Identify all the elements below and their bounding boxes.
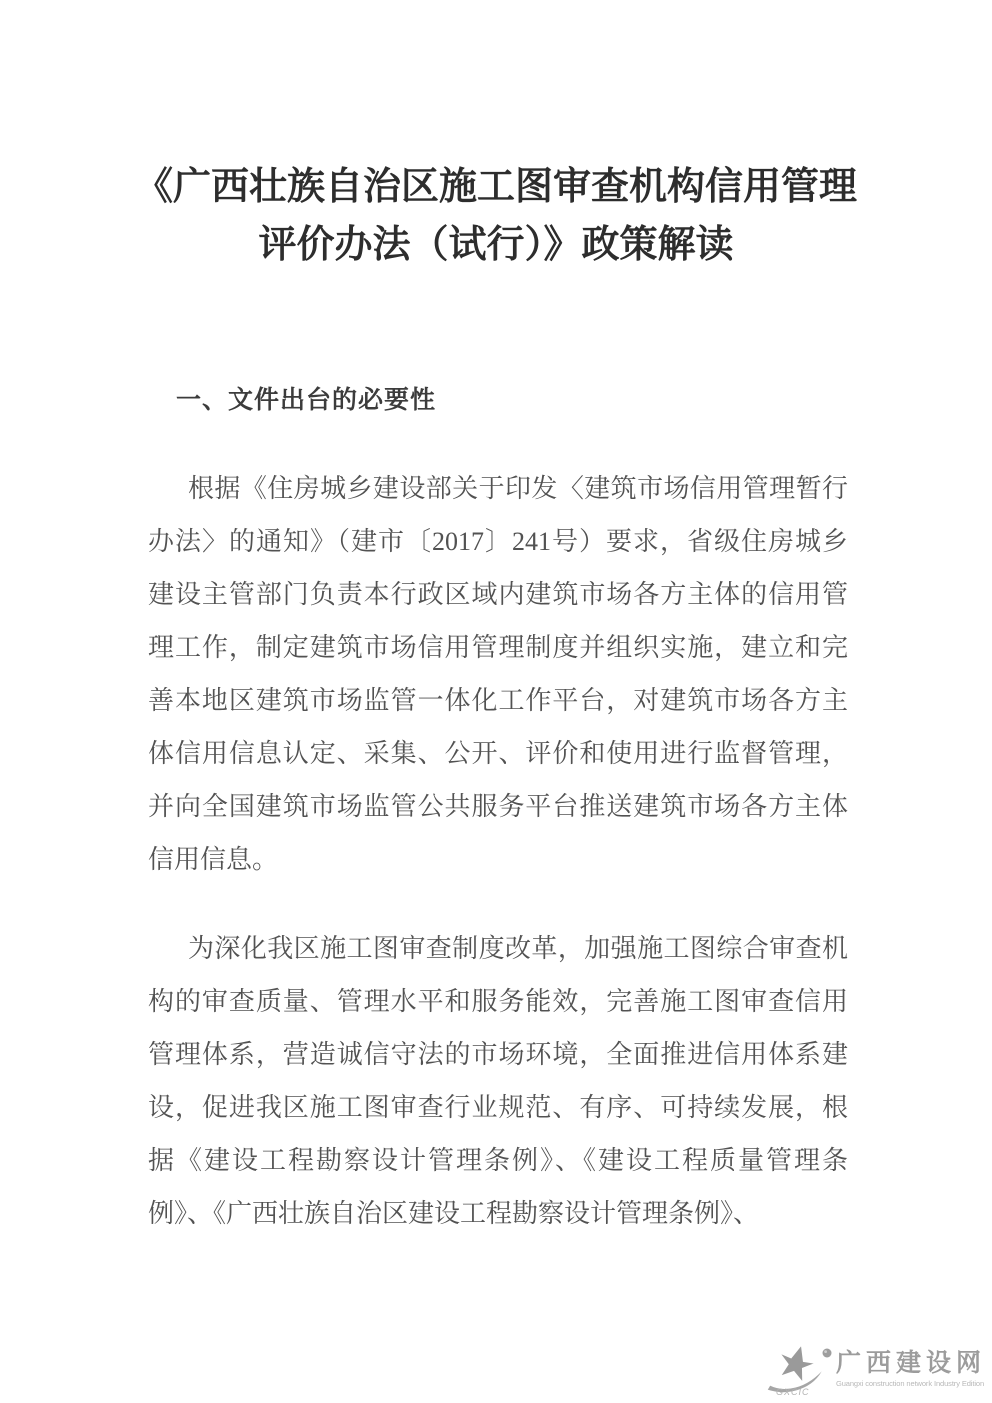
- watermark-text-block: [836, 1350, 986, 1389]
- shooting-star-icon: [764, 1338, 834, 1400]
- document-title: 《广西壮族自治区施工图审查机构信用管理评价办法（试行）》政策解读: [134, 166, 857, 266]
- section-heading-necessity: 一、文件出台的必要性: [176, 386, 437, 414]
- watermark-site-name: 广西建设网: [835, 1349, 986, 1377]
- site-watermark: [764, 1338, 986, 1400]
- logo-small-text: GXCIC: [775, 1387, 810, 1397]
- watermark-site-caption: Guangxi construction network Industry Edition: [835, 1378, 985, 1388]
- paragraph-basis: 根据《住房城乡建设部关于印发〈建筑市场信用管理暂行办法〉的通知》（建市〔2017〕241号）要求，省级住房城乡建设主管部门负责本行政区域内建筑市场各方主体的信用管理工作，制定建筑市场信用管理制度并组织实施，建立和完善本地区建筑市场监管一体化工作平台，对建筑市场各方主体信用信息认定、采集、公开、评价和使用进行监督管理，并向全国建筑市场监管公共服务平台推送建筑市场各方主体信用信息。: [148, 474, 848, 874]
- paragraph-purpose: 为深化我区施工图审查制度改革，加强施工图综合审查机构的审查质量、管理水平和服务能效，完善施工图审查信用管理体系，营造诚信守法的市场环境，全面推进信用体系建设，促进我区施工图审查行业规范、有序、可持续发展，根据《建设工程勘察设计管理条例》、《建设工程质量管理条例》、《广西壮族自治区建设工程勘察设计管理条例》、: [148, 934, 848, 1228]
